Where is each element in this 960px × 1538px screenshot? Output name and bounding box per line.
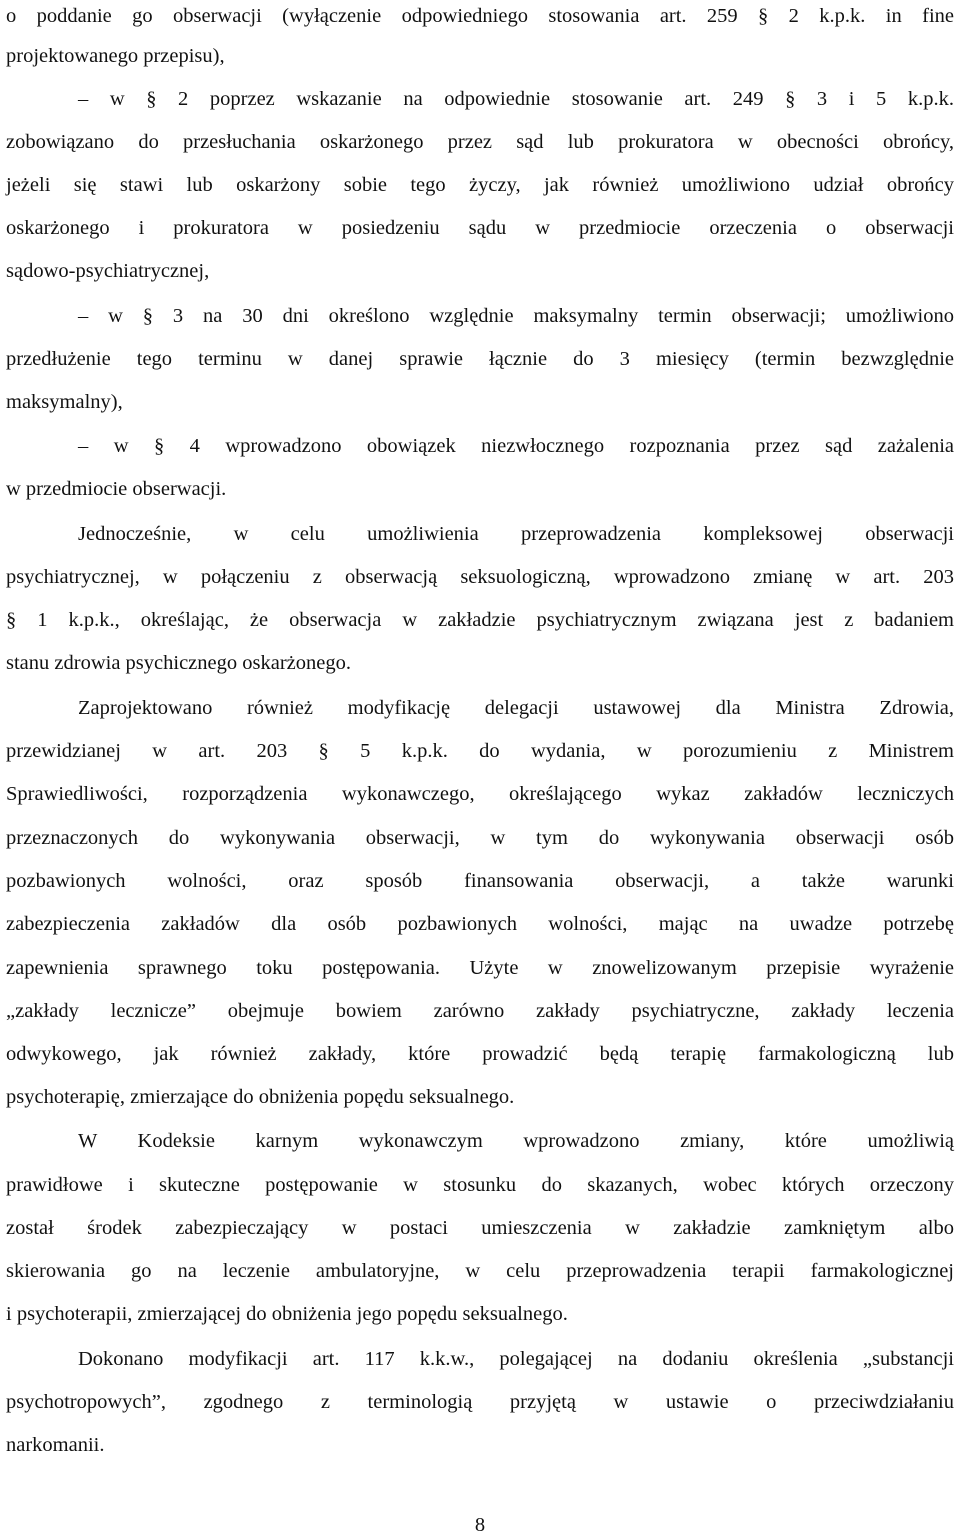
text-line: oskarżonego i prokuratora w posiedzeniu sądu w przedmiocie orzeczenia o obserwacji bbox=[6, 217, 954, 239]
text-line: odwykowego, jak również zakłady, które prowadzić będą terapię farmakologiczną lub bbox=[6, 1043, 954, 1065]
text-line: psychotropowych”, zgodnego z terminologią przyjętą w ustawie o przeciwdziałaniu bbox=[6, 1391, 954, 1413]
text-line: zabezpieczenia zakładów dla osób pozbawionych wolności, mając na uwadze potrzebę bbox=[6, 913, 954, 935]
text-line: jeżeli się stawi lub oskarżony sobie tego życzy, jak również umożliwiono udział obrońcy bbox=[6, 174, 954, 196]
text-line: i psychoterapii, zmierzającej do obniżenia jego popędu seksualnego. bbox=[6, 1303, 568, 1325]
text-line: stanu zdrowia psychicznego oskarżonego. bbox=[6, 652, 351, 674]
paragraph-first-line: Dokonano modyfikacji art. 117 k.k.w., polegającej na dodaniu określenia „substancji bbox=[78, 1348, 954, 1370]
text-line: Sprawiedliwości, rozporządzenia wykonawczego, określającego wykaz zakładów leczniczych bbox=[6, 783, 954, 805]
text-line: „zakłady lecznicze” obejmuje bowiem zarówno zakłady psychiatryczne, zakłady leczenia bbox=[6, 1000, 954, 1022]
text-line: projektowanego przepisu), bbox=[6, 45, 225, 67]
text-line: został środek zabezpieczający w postaci umieszczenia w zakładzie zamkniętym albo bbox=[6, 1217, 954, 1239]
text-line: pozbawionych wolności, oraz sposób finansowania obserwacji, a także warunki bbox=[6, 870, 954, 892]
text-line: prawidłowe i skuteczne postępowanie w stosunku do skazanych, wobec których orzeczony bbox=[6, 1174, 954, 1196]
list-item-line: – w § 3 na 30 dni określono względnie maksymalny termin obserwacji; umożliwiono bbox=[78, 305, 954, 327]
text-line: zapewnienia sprawnego toku postępowania. Użyte w znowelizowanym przepisie wyrażenie bbox=[6, 957, 954, 979]
paragraph-first-line: W Kodeksie karnym wykonawczym wprowadzono zmiany, które umożliwią bbox=[78, 1130, 954, 1152]
text-line: psychoterapię, zmierzające do obniżenia popędu seksualnego. bbox=[6, 1086, 515, 1108]
paragraph-first-line: Zaprojektowano również modyfikację delegacji ustawowej dla Ministra Zdrowia, bbox=[78, 697, 954, 719]
text-line: sądowo-psychiatrycznej, bbox=[6, 260, 210, 282]
text-line: o poddanie go obserwacji (wyłączenie odpowiedniego stosowania art. 259 § 2 k.p.k. in fine bbox=[6, 5, 954, 27]
text-line: przedłużenie tego terminu w danej sprawie łącznie do 3 miesięcy (termin bezwzględnie bbox=[6, 348, 954, 370]
text-line: w przedmiocie obserwacji. bbox=[6, 478, 227, 500]
page-number: 8 bbox=[474, 1514, 486, 1536]
text-line: maksymalny), bbox=[6, 391, 123, 413]
text-line: psychiatrycznej, w połączeniu z obserwacją seksuologiczną, wprowadzono zmianę w art. 203 bbox=[6, 566, 954, 588]
list-item-line: – w § 4 wprowadzono obowiązek niezwłocznego rozpoznania przez sąd zażalenia bbox=[78, 435, 954, 457]
list-item-line: – w § 2 poprzez wskazanie na odpowiednie stosowanie art. 249 § 3 i 5 k.p.k. bbox=[78, 88, 954, 110]
text-line: skierowania go na leczenie ambulatoryjne, w celu przeprowadzenia terapii farmakologicznej bbox=[6, 1260, 954, 1282]
paragraph-first-line: Jednocześnie, w celu umożliwienia przeprowadzenia kompleksowej obserwacji bbox=[78, 523, 954, 545]
text-line: przeznaczonych do wykonywania obserwacji, w tym do wykonywania obserwacji osób bbox=[6, 827, 954, 849]
text-line: narkomanii. bbox=[6, 1434, 105, 1456]
text-line: § 1 k.p.k., określając, że obserwacja w zakładzie psychiatrycznym związana jest z badaniem bbox=[6, 609, 954, 631]
text-line: zobowiązano do przesłuchania oskarżonego przez sąd lub prokuratora w obecności obrońcy, bbox=[6, 131, 954, 153]
text-line: przewidzianej w art. 203 § 5 k.p.k. do wydania, w porozumieniu z Ministrem bbox=[6, 740, 954, 762]
